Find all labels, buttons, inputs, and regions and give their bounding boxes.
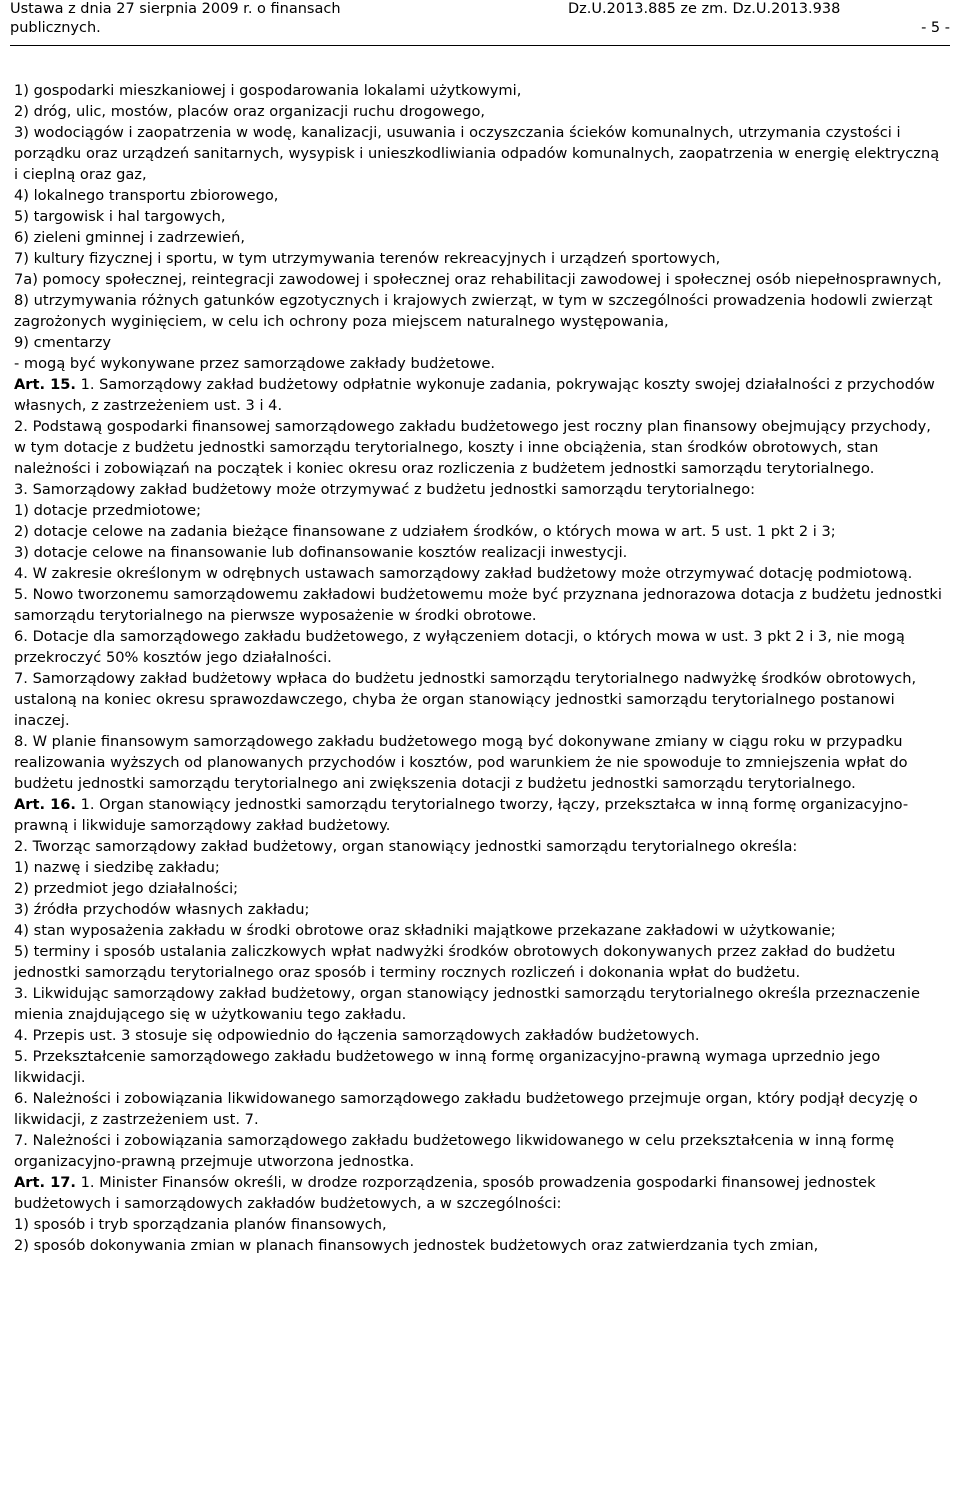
paragraph: 5. Nowo tworzonemu samorządowemu zakładowi budżetowemu może być przyznana jednorazowa dotacja z budżetu jednostki samorządu terytorialnego na pierwsze wyposażenie w środki obrotowe.: [14, 586, 942, 624]
paragraph: 2) dróg, ulic, mostów, placów oraz organizacji ruchu drogowego,: [14, 103, 486, 120]
paragraph: 5) terminy i sposób ustalania zaliczkowych wpłat nadwyżki środków obrotowych dokonywanych przez zakład do budżetu jednostki samorządu terytorialnego oraz sposób i terminy rocznych rozliczeń i dokonania wpłat do budżetu.: [14, 943, 896, 981]
article-number: Art. 15.: [14, 376, 76, 393]
paragraph: 5) targowisk i hal targowych,: [14, 208, 226, 225]
article-text: 1. Organ stanowiący jednostki samorządu terytorialnego tworzy, łączy, przekształca w inną formę organizacyjno-prawną i likwiduje samorządowy zakład budżetowy.: [14, 796, 909, 834]
article-number: Art. 17.: [14, 1174, 76, 1191]
paragraph: 2) przedmiot jego działalności;: [14, 880, 239, 897]
paragraph: 6. Dotacje dla samorządowego zakładu budżetowego, z wyłączeniem dotacji, o których mowa w ust. 3 pkt 2 i 3, nie mogą przekroczyć 50% kosztów jego działalności.: [14, 628, 905, 666]
paragraph: 3. Samorządowy zakład budżetowy może otrzymywać z budżetu jednostki samorządu terytorialnego:: [14, 481, 756, 498]
article-number: Art. 16.: [14, 796, 76, 813]
paragraph: 8) utrzymywania różnych gatunków egzotycznych i krajowych zwierząt, w tym w szczególności prowadzenia hodowli zwierząt zagrożonych wyginięciem, w celu ich ochrony poza miejscem naturalnego występowania,: [14, 292, 933, 330]
paragraph: 3) wodociągów i zaopatrzenia w wodę, kanalizacji, usuwania i oczyszczania ścieków komunalnych, utrzymania czystości i porządku oraz urządzeń sanitarnych, wysypisk i unieszkodliwiania odpadów komunalnych, zaopatrzenia w energię elektryczną i cieplną oraz gaz,: [14, 124, 940, 183]
paragraph: 1) sposób i tryb sporządzania planów finansowych,: [14, 1216, 387, 1233]
page-number: - 5 -: [921, 20, 950, 36]
article-text: 1. Minister Finansów określi, w drodze rozporządzenia, sposób prowadzenia gospodarki finansowej jednostek budżetowych i samorządowych zakładów budżetowych, a w szczególności:: [14, 1174, 876, 1212]
paragraph: 7. Samorządowy zakład budżetowy wpłaca do budżetu jednostki samorządu terytorialnego nadwyżkę środków obrotowych, ustaloną na koniec okresu sprawozdawczego, chyba że organ stanowiący jednostki samorządu terytorialnego postanowi inaczej.: [14, 670, 917, 729]
paragraph: 1) dotacje przedmiotowe;: [14, 502, 202, 519]
paragraph: 7) kultury fizycznej i sportu, w tym utrzymywania terenów rekreacyjnych i urządzeń sportowych,: [14, 250, 721, 267]
paragraph: 4) lokalnego transportu zbiorowego,: [14, 187, 279, 204]
paragraph: 6. Należności i zobowiązania likwidowanego samorządowego zakładu budżetowego przejmuje organ, który podjął decyzję o likwidacji, z zastrzeżeniem ust. 7.: [14, 1090, 918, 1128]
paragraph: 2. Podstawą gospodarki finansowej samorządowego zakładu budżetowego jest roczny plan finansowy obejmujący przychody, w tym dotacje z budżetu jednostki samorządu terytorialnego, koszty i inne obciążenia, stan środków obrotowych, stan należności i zobowiązań na początek i koniec okresu oraz rozliczenia z budżetem jednostki samorządu terytorialnego.: [14, 418, 931, 477]
article-text: 1. Samorządowy zakład budżetowy odpłatnie wykonuje zadania, pokrywając koszty swojej działalności z przychodów własnych, z zastrzeżeniem ust. 3 i 4.: [14, 376, 935, 414]
paragraph: 1) gospodarki mieszkaniowej i gospodarowania lokalami użytkowymi,: [14, 82, 522, 99]
article-paragraph: [14, 1172, 944, 1214]
paragraph: 1) nazwę i siedzibę zakładu;: [14, 859, 220, 876]
paragraph: 3) dotacje celowe na finansowanie lub dofinansowanie kosztów realizacji inwestycji.: [14, 544, 628, 561]
article-paragraph: [14, 374, 944, 416]
page-header: [10, 0, 950, 46]
paragraph: 5. Przekształcenie samorządowego zakładu budżetowego w inną formę organizacyjno-prawną wymaga uprzednio jego likwidacji.: [14, 1048, 881, 1086]
paragraph: 8. W planie finansowym samorządowego zakładu budżetowego mogą być dokonywane zmiany w ciągu roku w przypadku realizowania wyższych od planowanych przychodów i kosztów, pod warunkiem że nie spowoduje to zmniejszenia wpłat do budżetu jednostki samorządu terytorialnego ani zwiększenia dotacji z budżetu jednostki samorządu terytorialnego.: [14, 733, 908, 792]
paragraph: - mogą być wykonywane przez samorządowe zakłady budżetowe.: [14, 355, 496, 372]
article-paragraph: [14, 794, 944, 836]
document-body: [14, 80, 944, 1256]
header-divider: [10, 45, 950, 46]
paragraph: 3) źródła przychodów własnych zakładu;: [14, 901, 310, 918]
paragraph: 4) stan wyposażenia zakładu w środki obrotowe oraz składniki majątkowe przekazane zakładowi w użytkowanie;: [14, 922, 836, 939]
paragraph: 3. Likwidując samorządowy zakład budżetowy, organ stanowiący jednostki samorządu terytorialnego określa przeznaczenie mienia znajdującego się w użytkowaniu tego zakładu.: [14, 985, 920, 1023]
journal-reference: Dz.U.2013.885 ze zm. Dz.U.2013.938: [568, 1, 841, 17]
paragraph: 4. W zakresie określonym w odrębnych ustawach samorządowy zakład budżetowy może otrzymywać dotację podmiotową.: [14, 565, 913, 582]
document-title: Ustawa z dnia 27 sierpnia 2009 r. o finansach publicznych.: [10, 1, 341, 36]
paragraph: 4. Przepis ust. 3 stosuje się odpowiednio do łączenia samorządowych zakładów budżetowych.: [14, 1027, 700, 1044]
paragraph: 2) sposób dokonywania zmian w planach finansowych jednostek budżetowych oraz zatwierdzania tych zmian,: [14, 1237, 819, 1254]
paragraph: 7a) pomocy społecznej, reintegracji zawodowej i społecznej oraz rehabilitacji zawodowej i społecznej osób niepełnosprawnych,: [14, 271, 942, 288]
paragraph: 6) zieleni gminnej i zadrzewień,: [14, 229, 246, 246]
paragraph: 2. Tworząc samorządowy zakład budżetowy, organ stanowiący jednostki samorządu terytorialnego określa:: [14, 838, 798, 855]
paragraph: 2) dotacje celowe na zadania bieżące finansowane z udziałem środków, o których mowa w art. 5 ust. 1 pkt 2 i 3;: [14, 523, 836, 540]
paragraph: 7. Należności i zobowiązania samorządowego zakładu budżetowego likwidowanego w celu przekształcenia w inną formę organizacyjno-prawną przejmuje utworzona jednostka.: [14, 1132, 895, 1170]
paragraph: 9) cmentarzy: [14, 334, 112, 351]
